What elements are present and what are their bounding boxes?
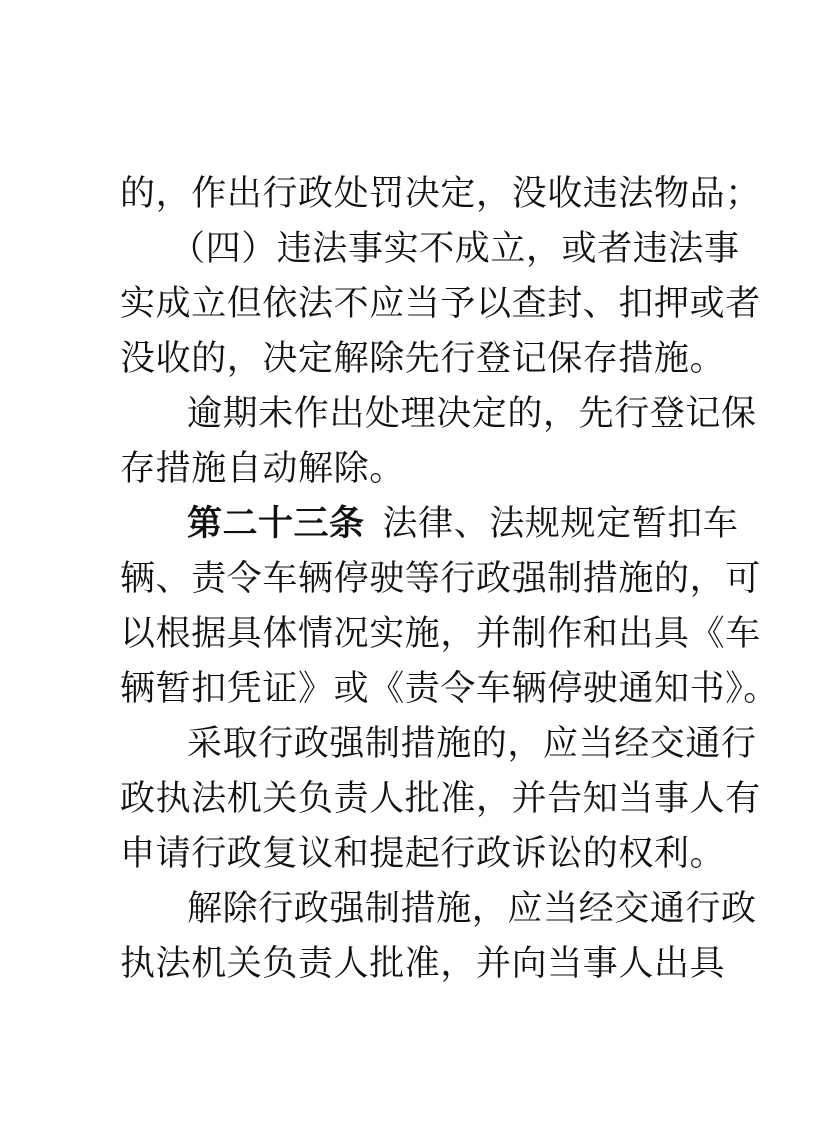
text-line: 采取行政强制措施的，应当经交通行	[187, 724, 757, 764]
text-line: 申请行政复议和提起行政诉讼的权利。	[120, 834, 726, 874]
article-line	[187, 502, 739, 546]
text-line: 辆、责令车辆停驶等行政强制措施的，可	[120, 559, 761, 599]
text-line: 政执法机关负责人批准，并告知当事人有	[120, 779, 761, 819]
text-line: 实成立但依法不应当予以查封、扣押或者	[120, 284, 761, 324]
text-line: 执法机关负责人批准，并向当事人出具	[120, 944, 726, 984]
text-line: 解除行政强制措施，应当经交通行政	[187, 889, 757, 929]
text-line: 的，作出行政处罚决定，没收违法物品；	[120, 174, 761, 214]
text-line: 没收的，决定解除先行登记保存措施。	[120, 339, 726, 379]
text-line: 辆暂扣凭证》或《责令车辆停驶通知书》。	[120, 669, 779, 709]
text-line: 以根据具体情况实施，并制作和出具《车	[120, 614, 761, 654]
article-text: 法律、法规规定暂扣车	[382, 504, 739, 544]
text-line: （四）违法事实不成立，或者违法事	[170, 229, 740, 269]
text-line: 存措施自动解除。	[120, 449, 405, 489]
article-heading: 第二十三条	[187, 504, 365, 544]
text-line: 逾期未作出处理决定的，先行登记保	[187, 394, 757, 434]
